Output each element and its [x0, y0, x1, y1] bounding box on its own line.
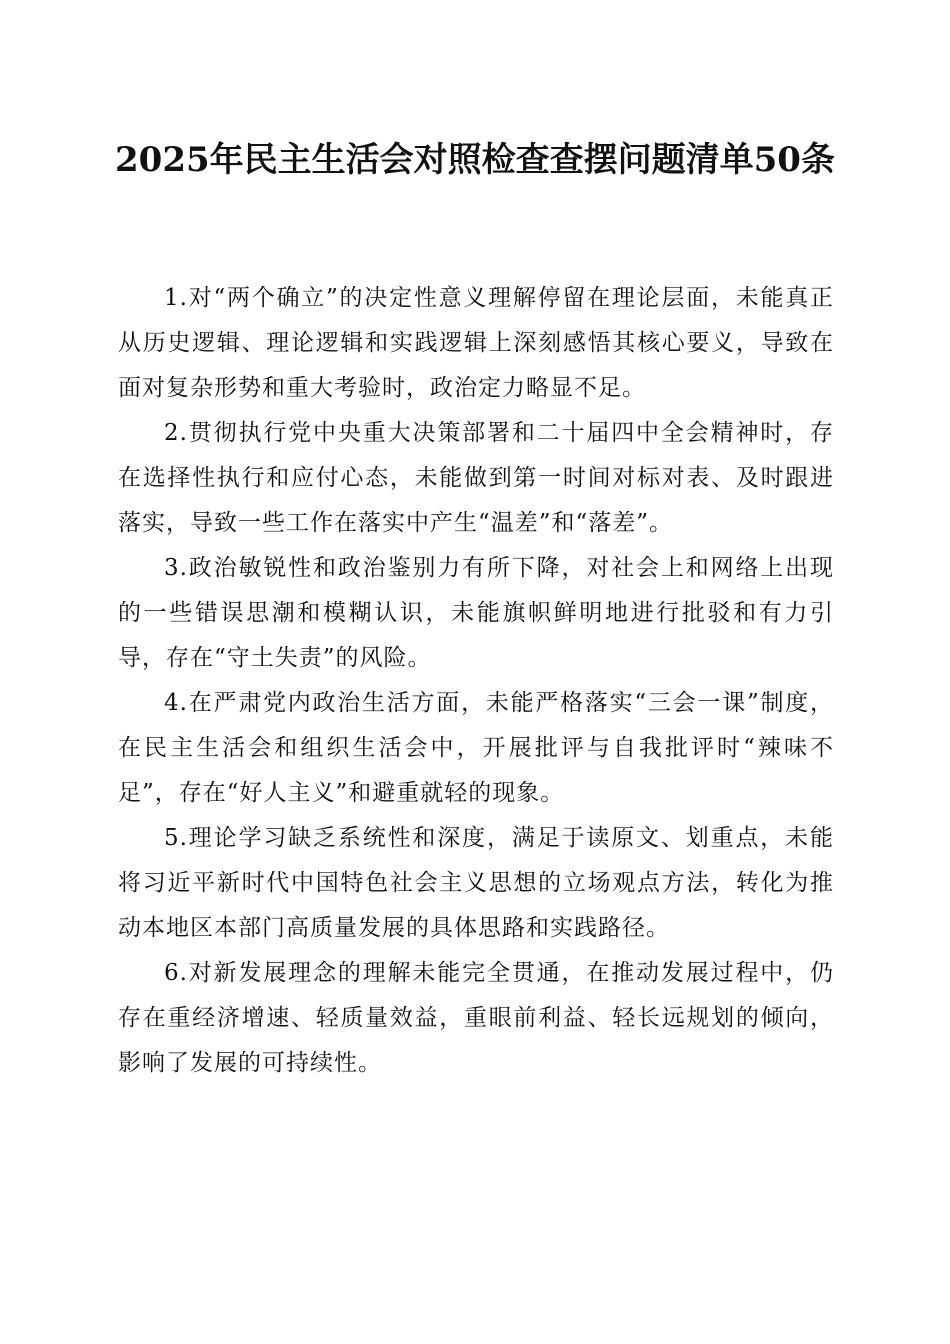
list-item: 4.在严肃党内政治生活方面，未能严格落实“三会一课”制度，在民主生活会和组织生活会中，开展批评与自我批评时“辣味不足”，存在“好人主义”和避重就轻的现象。: [118, 690, 834, 806]
list-item: 3.政治敏锐性和政治鉴别力有所下降，对社会上和网络上出现的一些错误思潮和模糊认识，未能旗帜鲜明地进行批驳和有力引导，存在“守土失责”的风险。: [118, 555, 834, 671]
list-item: 6.对新发展理念的理解未能完全贯通，在推动发展过程中，仍存在重经济增速、轻质量效益，重眼前利益、轻长远规划的倾向，影响了发展的可持续性。: [118, 960, 834, 1076]
list-item: 1.对“两个确立”的决定性意义理解停留在理论层面，未能真正从历史逻辑、理论逻辑和实践逻辑上深刻感悟其核心要义，导致在面对复杂形势和重大考验时，政治定力略显不足。: [118, 285, 834, 401]
problem-list: [118, 276, 834, 1086]
list-item: 2.贯彻执行党中央重大决策部署和二十届四中全会精神时，存在选择性执行和应付心态，未能做到第一时间对标对表、及时跟进落实，导致一些工作在落实中产生“温差”和“落差”。: [118, 420, 834, 536]
document-title: 2025年民主生活会对照检查查摆问题清单50条: [115, 140, 835, 180]
list-item: 5.理论学习缺乏系统性和深度，满足于读原文、划重点，未能将习近平新时代中国特色社会主义思想的立场观点方法，转化为推动本地区本部门高质量发展的具体思路和实践路径。: [118, 825, 834, 941]
